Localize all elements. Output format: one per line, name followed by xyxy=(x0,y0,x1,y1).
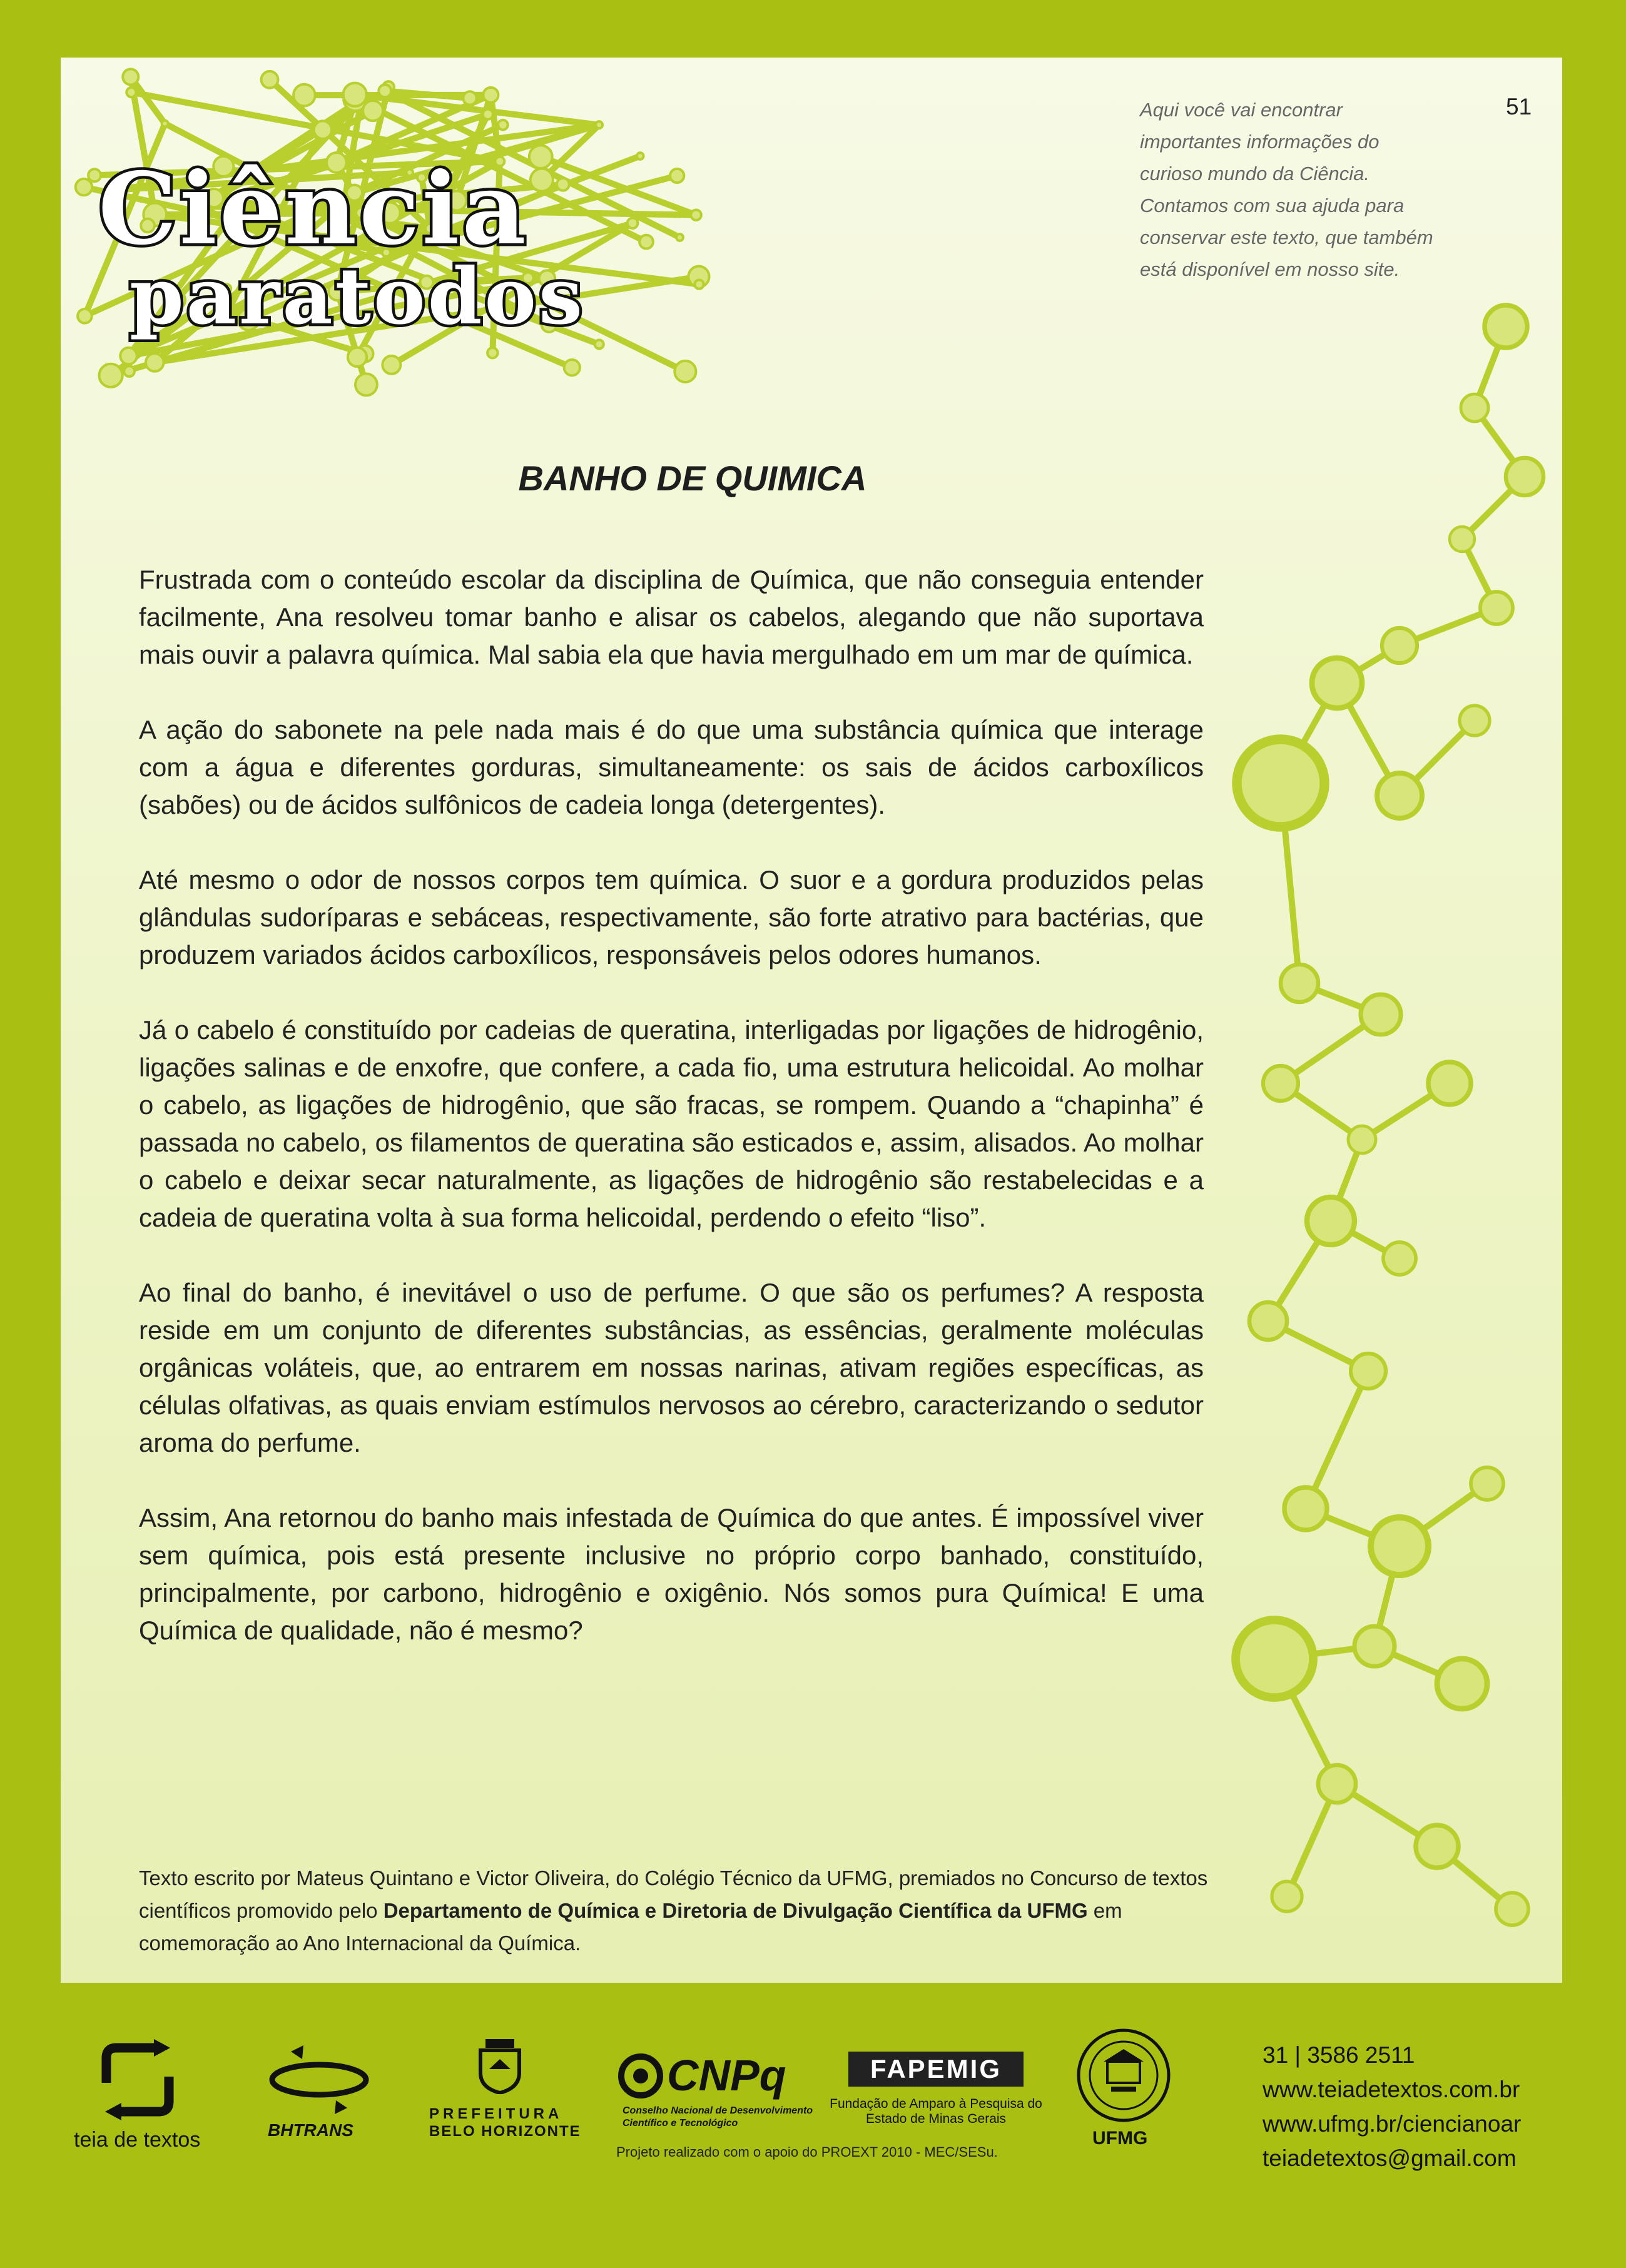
contact-email[interactable]: teiadetextos@gmail.com xyxy=(1263,2145,1517,2171)
article-paragraph: Frustrada com o conteúdo escolar da disciplina de Química, que não conseguia entender facilmente, Ana resolveu tomar banho e alisar os cabelos, alegando que não suportava mais ouvir a palavra química. Mal sabia ela que havia mergulhado em um mar de química. xyxy=(139,565,1204,669)
contact-phone: 31 | 3586 2511 xyxy=(1263,2042,1415,2068)
page-number: 51 xyxy=(1506,94,1532,119)
intro-line: curioso mundo da Ciência. xyxy=(1140,163,1370,185)
intro-line: importantes informações do xyxy=(1140,131,1380,153)
bhtrans-logo-icon xyxy=(266,2045,372,2114)
logo-title-ciencia: Ciência xyxy=(98,151,529,267)
author-credit xyxy=(139,1862,1234,1960)
intro-line: Aqui você vai encontrar xyxy=(1140,99,1343,121)
bhtrans-label: BHTRANS xyxy=(268,2120,353,2140)
page-panel xyxy=(61,58,1562,1983)
article-paragraph: A ação do sabonete na pele nada mais é do que uma substância química que interage com a água e diferentes gorduras, simultaneamente: os sais de ácidos carboxílicos (sabões) ou de ácidos sulfônicos de cadeia longa (detergentes). xyxy=(139,715,1204,819)
cnpq-name: CNPq xyxy=(667,2051,786,2100)
credit-text: Texto escrito por Mateus Quintano e Victor Oliveira, do Colégio Técnico da UFMG, premiados no Concurso de textos científicos promovido pelo xyxy=(139,1866,1208,1922)
article-paragraph: Até mesmo o odor de nossos corpos tem química. O suor e a gordura produzidos pelas glândulas sudoríparas e sebáceas, respectivamente, são forte atrativo para bactérias, que produzem variados ácidos carboxílicos, responsáveis pelos odores humanos. xyxy=(139,865,1204,969)
prefeitura-label: PREFEITURA xyxy=(429,2105,563,2122)
article-paragraph: Já o cabelo é constituído por cadeias de queratina, interligadas por ligações de hidrogênio, ligações salinas e de enxofre, que confere, a cada fio, uma estrutura helicoidal. Ao molhar o cabelo, as ligações de hidrogênio, que são fracas, se rompem. Quando a “chapinha” é passada no cabelo, os filamentos de queratina são esticados e, assim, alisados. Ao molhar o cabelo e deixar secar naturalmente, as ligações de hidrogênio são restabelecidas e a cadeia de queratina volta à sua forma helicoidal, perdendo o efeito “liso”. xyxy=(139,1015,1204,1232)
prefeitura-city-label: BELO HORIZONTE xyxy=(429,2123,581,2140)
cnpq-line2: Científico e Tecnológico xyxy=(622,2118,738,2129)
teia-label: teia de textos xyxy=(74,2128,201,2152)
molecule-chain-decoration xyxy=(1212,245,1562,1983)
article-title: BANHO DE QUIMICA xyxy=(518,458,867,498)
teia-recycle-icon xyxy=(94,2039,181,2120)
credit-institution: Departamento de Química e Diretoria de Divulgação Científica da UFMG xyxy=(383,1899,1088,1922)
proext-note: Projeto realizado com o apoio do PROEXT 2010 - MEC/SESu. xyxy=(616,2144,998,2160)
cnpq-logo-icon xyxy=(616,2052,665,2100)
contact-site-ufmg[interactable]: www.ufmg.br/ciencianoar xyxy=(1263,2111,1522,2137)
ufmg-label: UFMG xyxy=(1092,2128,1148,2149)
contact-site-teia[interactable]: www.teiadetextos.com.br xyxy=(1263,2077,1520,2102)
cnpq-line1: Conselho Nacional de Desenvolvimento xyxy=(622,2105,813,2116)
ufmg-seal-icon xyxy=(1075,2027,1172,2124)
intro-line: está disponível em nosso site. xyxy=(1140,258,1400,280)
article-body xyxy=(139,561,1204,1687)
fapemig-name: FAPEMIG xyxy=(848,2052,1024,2087)
contact-info xyxy=(1263,2038,1521,2175)
fapemig-line2: Estado de Minas Gerais xyxy=(865,2112,1007,2126)
intro-note xyxy=(1140,94,1515,285)
intro-line: conservar este texto, que também xyxy=(1140,226,1433,248)
prefeitura-crest-icon xyxy=(477,2038,523,2094)
intro-line: Contamos com sua ajuda para xyxy=(1140,195,1405,216)
credit-text-end: em comemoração ao Ano Internacional da Química. xyxy=(139,1899,1122,1955)
article-paragraph: Assim, Ana retornou do banho mais infestada de Química do que antes. É impossível viver sem química, pois está presente inclusive no próprio corpo banhado, constituído, principalmente, por carbono, hidrogênio e oxigênio. Nós somos pura Química! E uma Química de qualidade, não é mesmo? xyxy=(139,1503,1204,1645)
logo-title-paratodos: paratodos xyxy=(130,251,585,342)
article-paragraph: Ao final do banho, é inevitável o uso de perfume. O que são os perfumes? A resposta reside em um conjunto de diferentes substâncias, as essências, geralmente moléculas orgânicas voláteis, que, ao entrarem em nossas narinas, ativam regiões específicas, as células olfativas, as quais enviam estímulos nervosos ao cérebro, caracterizando o sedutor aroma do perfume. xyxy=(139,1278,1204,1457)
fapemig-line1: Fundação de Amparo à Pesquisa do xyxy=(830,2097,1042,2111)
